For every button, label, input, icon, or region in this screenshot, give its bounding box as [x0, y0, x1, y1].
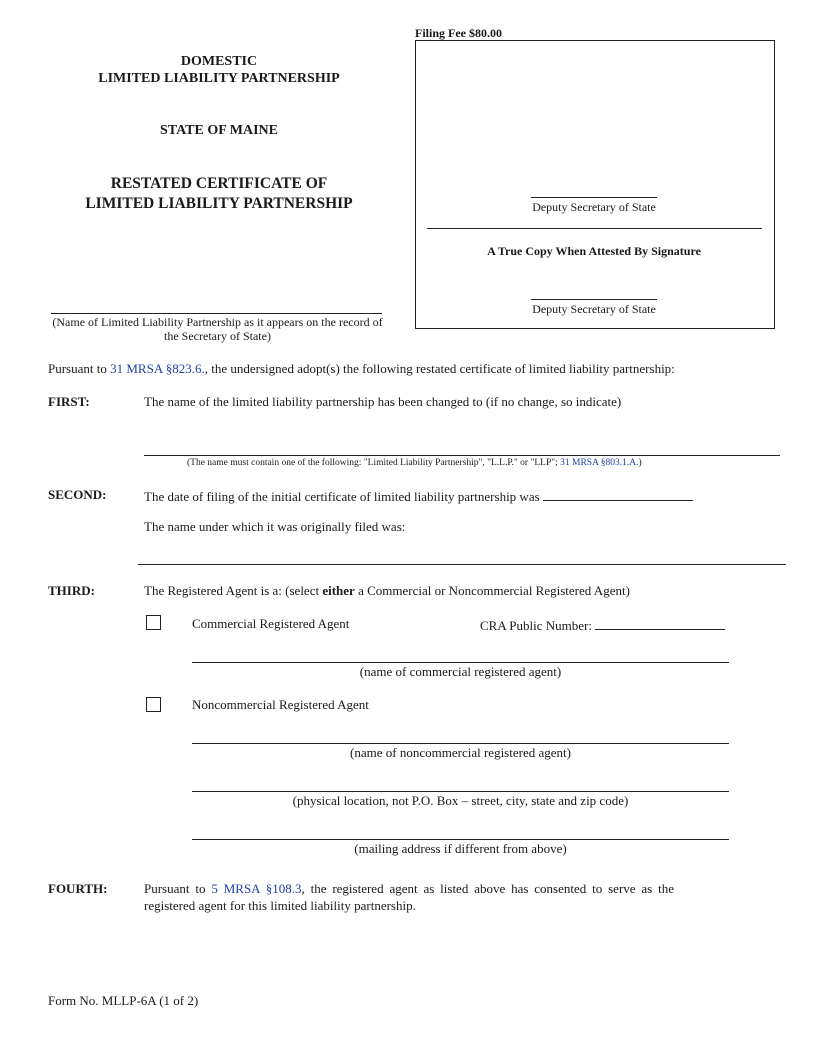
- statute-link-803[interactable]: 31 MRSA §803.1.A.: [560, 458, 639, 468]
- cra-number-field[interactable]: [595, 616, 725, 630]
- fourth-before: Pursuant to: [144, 881, 212, 896]
- intro-after: , the undersigned adopt(s) the following restated certificate of limited liability partnership:: [204, 361, 675, 376]
- llp-heading: LIMITED LIABILITY PARTNERSHIP: [98, 71, 340, 86]
- noncommercial-agent-checkbox[interactable]: [146, 697, 161, 712]
- physical-location-line[interactable]: [192, 791, 729, 792]
- statute-link-823[interactable]: 31 MRSA §823.6.: [110, 361, 205, 376]
- title-line-1: RESTATED CERTIFICATE OF: [110, 175, 328, 192]
- agent-intro-either: either: [322, 583, 355, 598]
- deputy-signature-line-2: [531, 299, 657, 300]
- filing-date-text: The date of filing of the initial certificate of limited liability partnership was: [144, 489, 540, 504]
- llp-name-caption-2: the Secretary of State): [164, 329, 271, 343]
- second-label: SECOND:: [48, 487, 107, 502]
- first-text: The name of the limited liability partnership has been changed to (if no change, so indicate): [144, 394, 622, 409]
- true-copy-label: A True Copy When Attested By Signature: [487, 244, 701, 258]
- filing-fee: Filing Fee $80.00: [415, 26, 502, 40]
- mailing-address-line[interactable]: [192, 839, 729, 840]
- note-before: (The name must contain one of the following: "Limited Liability Partnership", "L.L.P." or "LLP";: [187, 458, 561, 468]
- statute-link-108[interactable]: 5 MRSA §108.3: [211, 881, 302, 896]
- fourth-line-1: [144, 881, 674, 897]
- deputy-label-2: Deputy Secretary of State: [532, 302, 656, 316]
- fourth-line-2: registered agent for this limited liability partnership.: [144, 898, 416, 913]
- original-name-text: The name under which it was originally filed was:: [144, 519, 406, 534]
- noncommercial-agent-caption: (name of noncommercial registered agent): [350, 745, 571, 760]
- filing-date-row: [144, 487, 693, 505]
- physical-location-caption: (physical location, not P.O. Box – street, city, state and zip code): [292, 793, 629, 808]
- state-heading: STATE OF MAINE: [160, 123, 278, 138]
- cra-number-label: CRA Public Number:: [480, 618, 592, 633]
- commercial-agent-caption: (name of commercial registered agent): [359, 664, 562, 679]
- commercial-agent-name-line[interactable]: [192, 662, 729, 663]
- box-divider: [427, 228, 762, 229]
- original-name-line[interactable]: [138, 564, 786, 565]
- agent-intro-after: a Commercial or Noncommercial Registered Agent): [354, 583, 630, 598]
- domestic-heading: DOMESTIC: [180, 54, 258, 69]
- intro-before: Pursuant to: [48, 361, 111, 376]
- commercial-agent-checkbox[interactable]: [146, 615, 161, 630]
- mailing-address-caption: (mailing address if different from above): [354, 841, 567, 856]
- llp-name-line[interactable]: [51, 313, 382, 314]
- intro-paragraph: [48, 361, 675, 377]
- filing-stamp-box: [415, 40, 775, 329]
- noncommercial-agent-name-line[interactable]: [192, 743, 729, 744]
- deputy-label-1: Deputy Secretary of State: [532, 200, 656, 214]
- fourth-label: FOURTH:: [48, 881, 108, 896]
- agent-type-instruction: [144, 583, 630, 599]
- third-label: THIRD:: [48, 583, 95, 598]
- first-label: FIRST:: [48, 394, 90, 409]
- agent-intro-before: The Registered Agent is a: (select: [144, 583, 323, 598]
- noncommercial-agent-label: Noncommercial Registered Agent: [192, 697, 369, 712]
- filing-date-field[interactable]: [543, 487, 693, 501]
- new-name-line[interactable]: [144, 455, 780, 456]
- note-after: ): [638, 458, 642, 468]
- title-line-2: LIMITED LIABILITY PARTNERSHIP: [85, 195, 353, 212]
- commercial-agent-label: Commercial Registered Agent: [192, 616, 350, 631]
- deputy-signature-line-1: [531, 197, 657, 198]
- form-number: Form No. MLLP-6A (1 of 2): [48, 993, 199, 1008]
- cra-number-row: [480, 616, 725, 634]
- fourth-after: , the registered agent as listed above has consented to serve as the: [301, 881, 674, 896]
- llp-name-caption-1: (Name of Limited Liability Partnership as it appears on the record of: [52, 315, 383, 329]
- name-requirement-note: [187, 458, 642, 468]
